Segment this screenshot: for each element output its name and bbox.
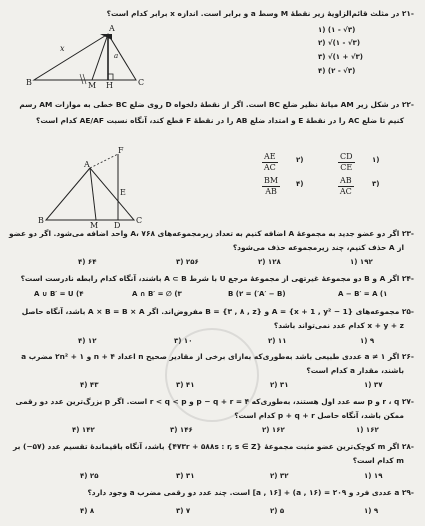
q23-option-2[interactable]: ۱۲۸ (۲ [258,258,281,266]
q22-option-2-num: ۲) [296,156,304,164]
q25-line1: -۲۵ مجموعه‌های A = {x + 1 , y² − 1} و B = {۳ , ۸ , z} مفروض‌اند. اگر A × B = B × A باشد، آنگاه حاصل [21,307,414,316]
q27-line2: ممکن باشد، آنگاه حاصل p + q + r کدام است؟ [234,411,404,420]
q28-option-3[interactable]: ۳۱ (۳ [176,472,195,480]
q23-option-3[interactable]: ۲۵۶ (۳ [176,258,199,266]
q22-option-1-num: ۱) [372,156,380,164]
q28-line2: m کدام است؟ [352,456,404,465]
q21-option-2[interactable]: (۳√ - ۱)√ (۲ [318,39,361,47]
q21-label-H: H [106,81,113,90]
q26-option-3[interactable]: ۴۱ (۳ [176,381,195,389]
q21-label-x: x [60,44,65,53]
q23-option-1[interactable]: ۱۹۲ (۱ [350,258,373,266]
q24-line1: -۲۴ اگر A و B دو مجموعهٔ غیرتهی از مجموعهٔ مرجع U با شرط A ⊂ B باشند، آنگاه کدام رابطه نادرست است؟ [20,274,414,283]
q23-line1: -۲۳ اگر دو عضو جدید به مجموعهٔ A اضافه کنیم به تعداد زیرمجموعه‌های A، ۷۶۸ واحد اضافه می‌شود. اگر دو عضو [9,229,414,238]
q26-option-1[interactable]: ۳۷ (۱ [364,381,383,389]
q22-label-B: B [38,216,44,225]
q25-option-3[interactable]: ۱۰ (۳ [174,337,193,345]
q26-line2: باشند، مقدار a کدام است؟ [306,366,404,375]
q24-option-2[interactable]: (A′ − B′) = B (۲ [228,290,286,298]
q21-option-4[interactable]: (۳√ - ۲) (۴ [318,67,356,75]
q21-option-1[interactable]: (۳√ - ۱) (۱ [318,26,356,34]
q27-line1: -۲۷ r ، q و p سه عدد اول هستند، به‌طوری‌که p − q + r = ۴ و r < q < p است. اگر p بزرگ‌ترین عدد دو رقمی [15,397,414,406]
q22-label-E: E [120,188,126,197]
q23-line2: از A حذف کنیم، چند زیرمجموعه حذف می‌شود؟ [232,243,404,252]
q29-line1: -۲۹ a عددی فرد و ۲۰۹ = (a , ۱۶) + [a , ۱۶] است. چند عدد دو رقمی مضرب a وجود دارد؟ [87,488,414,497]
q21-option-3[interactable]: (۳√ + ۱)√ (۳ [318,53,363,61]
q24-option-1[interactable]: A − B′ = A (۱ [338,290,388,298]
q25-option-4[interactable]: ۱۲ (۴ [78,337,97,345]
q28-line1: -۲۸ اگر m کوچک‌ترین عضو مثبت مجموعهٔ {۴۷۳r + ۵۸۸s : r, s ∈ Z} باشد، آنگاه باقیماندهٔ تقسیم عدد (۵۷−) بر [13,442,414,451]
q21-label-C: C [138,78,145,87]
q21-label-M: M [88,81,97,90]
q22-line2: کنیم تا ضلع AC را در نقطهٔ E و امتداد ضلع AB را در نقطهٔ F قطع کند، آنگاه نسبت AE/AF کدام است؟ [36,116,404,125]
q27-option-4[interactable]: ۱۴۲ (۴ [72,426,95,434]
q22-option-2[interactable]: $\frac{AE}{AC}$ [263,152,276,172]
q22-label-M: M [90,221,99,230]
q22-label-C: C [136,216,143,225]
q29-option-3[interactable]: ۷ (۳ [176,507,191,515]
q25-option-2[interactable]: ۱۱ (۲ [268,337,287,345]
q22-option-3-num: ۳) [372,180,380,188]
q26-line1: -۲۶ اگر a ≠ ۱ عددی طبیعی باشد به‌طوری‌که به‌ازای برخی از مقادیر صحیح n اعداد n + ۴ و ۲n² + ۱ مضرب a [21,352,414,361]
q25-line2: x + y + z کدام عدد نمی‌تواند باشد؟ [273,321,404,330]
q27-option-1[interactable]: ۱۶۲ (۱ [356,426,379,434]
q21-label-a: a [114,52,119,60]
q29-option-4[interactable]: ۸ (۴ [80,507,95,515]
q29-option-1[interactable]: ۹ (۱ [364,507,379,515]
q22-option-4-num: ۴) [296,180,304,188]
q22-option-1[interactable]: $\frac{CD}{CE}$ [340,152,353,172]
q22-option-4[interactable]: $\frac{BM}{AB}$ [264,176,279,196]
q21-label-A: A [109,24,115,33]
q28-option-4[interactable]: ۲۵ (۴ [80,472,99,480]
q21-stem: -۲۱ در مثلث قائم‌الزاویهٔ زیر نقطهٔ M وسط a و برابر است. اندازه x برابر کدام است؟ [106,9,414,18]
watermark-seal [165,328,259,422]
q27-option-2[interactable]: ۱۶۲ (۲ [262,426,285,434]
q28-option-2[interactable]: ۳۲ (۲ [270,472,289,480]
q25-option-1[interactable]: ۹ (۱ [360,337,375,345]
q28-option-1[interactable]: ۱۹ (۱ [364,472,383,480]
q26-option-4[interactable]: ۴۳ (۴ [80,381,99,389]
q22-option-3[interactable]: $\frac{AB}{AC}$ [339,176,352,196]
q22-label-D: D [114,221,121,230]
q24-option-3[interactable]: A ∩ B′ = ∅ (۳ [132,290,182,298]
q29-option-2[interactable]: ۵ (۲ [270,507,285,515]
q21-triangle-figure [20,18,150,90]
q21-label-B: B [26,78,32,87]
q22-line1: -۲۲ در شکل زیر AM میانهٔ نظیر ضلع BC است. اگر از نقطهٔ دلخواه D روی ضلع BC خطی به موازات AM رسم [19,100,414,109]
q27-option-3[interactable]: ۱۴۶ (۳ [170,426,193,434]
q22-label-A: A [84,160,90,169]
q26-option-2[interactable]: ۳۱ (۲ [270,381,289,389]
q23-option-4[interactable]: ۶۴ (۴ [78,258,97,266]
q22-label-F: F [118,146,124,155]
q24-option-4[interactable]: A ∪ B′ = U (۴ [34,290,84,298]
